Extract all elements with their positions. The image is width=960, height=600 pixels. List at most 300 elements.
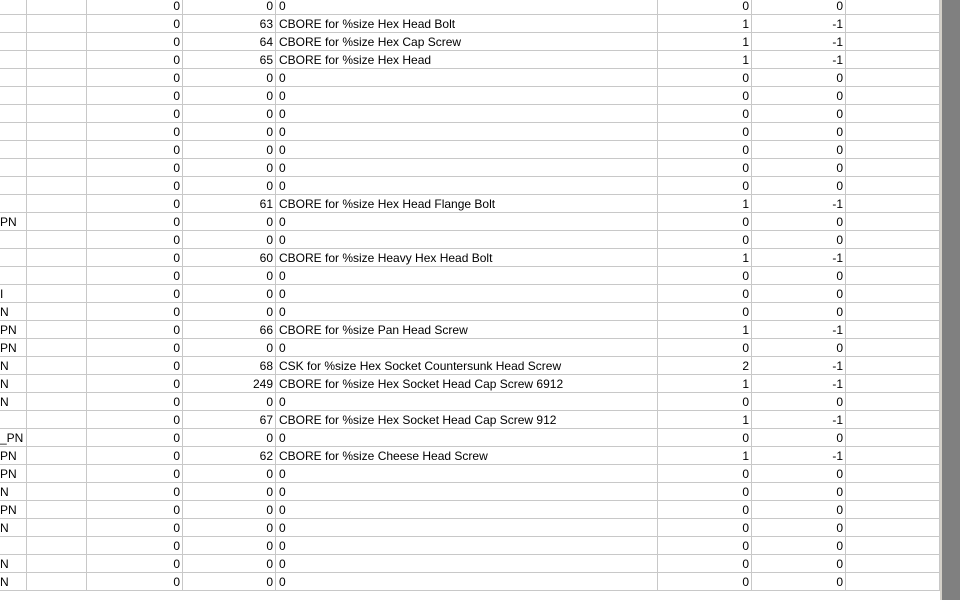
cell-col-h[interactable] bbox=[846, 0, 940, 15]
cell-col-a[interactable] bbox=[0, 555, 27, 573]
cell-col-h[interactable] bbox=[846, 141, 940, 159]
cell-value: 0 bbox=[836, 287, 843, 301]
cell-col-a[interactable] bbox=[0, 375, 27, 393]
cell-col-b[interactable] bbox=[27, 285, 87, 303]
cell-col-g[interactable] bbox=[752, 159, 846, 177]
cell-col-g[interactable] bbox=[752, 393, 846, 411]
cell-value: 60 bbox=[259, 251, 273, 265]
cell-col-h[interactable] bbox=[846, 213, 940, 231]
cell-col-g[interactable] bbox=[752, 69, 846, 87]
cell-col-b[interactable] bbox=[27, 573, 87, 591]
cell-col-d[interactable] bbox=[183, 249, 276, 267]
cell-col-c[interactable] bbox=[87, 483, 183, 501]
cell-col-c[interactable] bbox=[87, 141, 183, 159]
cell-col-b[interactable] bbox=[27, 411, 87, 429]
cell-col-b[interactable] bbox=[27, 123, 87, 141]
cell-col-d[interactable] bbox=[183, 429, 276, 447]
cell-col-h[interactable] bbox=[846, 285, 940, 303]
cell-col-f[interactable] bbox=[658, 465, 752, 483]
cell-col-e[interactable] bbox=[276, 0, 658, 15]
cell-col-h[interactable] bbox=[846, 555, 940, 573]
cell-col-d[interactable] bbox=[183, 159, 276, 177]
cell-col-b[interactable] bbox=[27, 357, 87, 375]
cell-col-d[interactable] bbox=[183, 141, 276, 159]
cell-col-b[interactable] bbox=[27, 69, 87, 87]
cell-col-g[interactable] bbox=[752, 573, 846, 591]
cell-col-e[interactable] bbox=[276, 447, 658, 465]
cell-col-a[interactable] bbox=[0, 393, 27, 411]
cell-col-e[interactable] bbox=[276, 519, 658, 537]
cell-col-c[interactable] bbox=[87, 285, 183, 303]
cell-col-a[interactable] bbox=[0, 465, 27, 483]
cell-value: 0 bbox=[279, 89, 286, 103]
cell-value: 66 bbox=[259, 323, 273, 337]
cell-col-a[interactable] bbox=[0, 483, 27, 501]
cell-value: 67 bbox=[259, 413, 273, 427]
cell-value: CSK for %size Hex Socket Countersunk Head Screw bbox=[279, 359, 562, 373]
cell-col-g[interactable] bbox=[752, 357, 846, 375]
cell-value: 0 bbox=[266, 341, 273, 355]
cell-col-b[interactable] bbox=[27, 231, 87, 249]
cell-col-g[interactable] bbox=[752, 15, 846, 33]
cell-col-h[interactable] bbox=[846, 321, 940, 339]
cell-col-a[interactable] bbox=[0, 231, 27, 249]
cell-col-c[interactable] bbox=[87, 321, 183, 339]
cell-value: 0 bbox=[836, 485, 843, 499]
cell-col-e[interactable] bbox=[276, 465, 658, 483]
cell-col-h[interactable] bbox=[846, 51, 940, 69]
cell-col-f[interactable] bbox=[658, 105, 752, 123]
cell-col-a[interactable] bbox=[0, 51, 27, 69]
cell-col-a[interactable] bbox=[0, 321, 27, 339]
cell-col-a[interactable] bbox=[0, 447, 27, 465]
cell-col-b[interactable] bbox=[27, 195, 87, 213]
cell-col-h[interactable] bbox=[846, 483, 940, 501]
cell-col-g[interactable] bbox=[752, 51, 846, 69]
cell-col-g[interactable] bbox=[752, 339, 846, 357]
cell-col-b[interactable] bbox=[27, 177, 87, 195]
cell-col-a[interactable] bbox=[0, 285, 27, 303]
cell-col-e[interactable] bbox=[276, 393, 658, 411]
cell-col-e[interactable] bbox=[276, 159, 658, 177]
cell-col-e[interactable] bbox=[276, 537, 658, 555]
cell-col-c[interactable] bbox=[87, 519, 183, 537]
cell-col-e[interactable] bbox=[276, 231, 658, 249]
cell-col-c[interactable] bbox=[87, 231, 183, 249]
cell-col-h[interactable] bbox=[846, 33, 940, 51]
cell-col-h[interactable] bbox=[846, 69, 940, 87]
cell-col-d[interactable] bbox=[183, 303, 276, 321]
cell-col-c[interactable] bbox=[87, 0, 183, 15]
cell-col-f[interactable] bbox=[658, 0, 752, 15]
cell-col-c[interactable] bbox=[87, 105, 183, 123]
cell-value: 0 bbox=[266, 575, 273, 589]
cell-col-a[interactable] bbox=[0, 501, 27, 519]
cell-col-a[interactable] bbox=[0, 573, 27, 591]
cell-col-f[interactable] bbox=[658, 141, 752, 159]
cell-col-c[interactable] bbox=[87, 249, 183, 267]
cell-col-c[interactable] bbox=[87, 357, 183, 375]
cell-col-a[interactable] bbox=[0, 0, 27, 15]
cell-value: 0 bbox=[266, 287, 273, 301]
cell-col-h[interactable] bbox=[846, 573, 940, 591]
cell-col-a[interactable] bbox=[0, 357, 27, 375]
cell-col-f[interactable] bbox=[658, 411, 752, 429]
cell-value: 0 bbox=[279, 71, 286, 85]
cell-col-b[interactable] bbox=[27, 159, 87, 177]
cell-col-b[interactable] bbox=[27, 321, 87, 339]
cell-col-g[interactable] bbox=[752, 177, 846, 195]
cell-col-b[interactable] bbox=[27, 537, 87, 555]
cell-value: 0 bbox=[836, 467, 843, 481]
window-background-strip bbox=[940, 0, 960, 600]
cell-col-f[interactable] bbox=[658, 267, 752, 285]
cell-col-e[interactable] bbox=[276, 375, 658, 393]
cell-col-c[interactable] bbox=[87, 339, 183, 357]
cell-value: 0 bbox=[279, 341, 286, 355]
cell-col-e[interactable] bbox=[276, 33, 658, 51]
cell-col-b[interactable] bbox=[27, 141, 87, 159]
cell-col-c[interactable] bbox=[87, 51, 183, 69]
cell-col-h[interactable] bbox=[846, 375, 940, 393]
cell-col-f[interactable] bbox=[658, 249, 752, 267]
cell-col-e[interactable] bbox=[276, 141, 658, 159]
cell-col-a[interactable] bbox=[0, 303, 27, 321]
cell-col-a[interactable] bbox=[0, 249, 27, 267]
cell-col-d[interactable] bbox=[183, 231, 276, 249]
cell-col-f[interactable] bbox=[658, 213, 752, 231]
cell-col-g[interactable] bbox=[752, 375, 846, 393]
cell-col-d[interactable] bbox=[183, 411, 276, 429]
cell-col-f[interactable] bbox=[658, 447, 752, 465]
cell-col-d[interactable] bbox=[183, 393, 276, 411]
cell-col-b[interactable] bbox=[27, 465, 87, 483]
cell-col-e[interactable] bbox=[276, 321, 658, 339]
cell-col-d[interactable] bbox=[183, 51, 276, 69]
cell-col-g[interactable] bbox=[752, 285, 846, 303]
cell-col-h[interactable] bbox=[846, 15, 940, 33]
cell-value: 0 bbox=[173, 575, 180, 589]
cell-col-b[interactable] bbox=[27, 375, 87, 393]
cell-col-a[interactable] bbox=[0, 411, 27, 429]
cell-col-f[interactable] bbox=[658, 321, 752, 339]
cell-col-e[interactable] bbox=[276, 411, 658, 429]
cell-col-c[interactable] bbox=[87, 177, 183, 195]
cell-col-a[interactable] bbox=[0, 159, 27, 177]
cell-col-f[interactable] bbox=[658, 123, 752, 141]
cell-col-f[interactable] bbox=[658, 159, 752, 177]
cell-col-h[interactable] bbox=[846, 177, 940, 195]
cell-col-a[interactable] bbox=[0, 15, 27, 33]
cell-col-b[interactable] bbox=[27, 105, 87, 123]
cell-col-c[interactable] bbox=[87, 33, 183, 51]
cell-col-b[interactable] bbox=[27, 0, 87, 15]
cell-col-d[interactable] bbox=[183, 285, 276, 303]
cell-col-c[interactable] bbox=[87, 465, 183, 483]
cell-col-g[interactable] bbox=[752, 0, 846, 15]
table-row bbox=[0, 69, 940, 87]
cell-col-e[interactable] bbox=[276, 357, 658, 375]
cell-value: PN bbox=[0, 323, 17, 337]
cell-col-b[interactable] bbox=[27, 51, 87, 69]
cell-col-a[interactable] bbox=[0, 195, 27, 213]
cell-col-c[interactable] bbox=[87, 15, 183, 33]
cell-col-d[interactable] bbox=[183, 501, 276, 519]
cell-col-g[interactable] bbox=[752, 429, 846, 447]
cell-col-e[interactable] bbox=[276, 285, 658, 303]
cell-col-f[interactable] bbox=[658, 357, 752, 375]
cell-col-h[interactable] bbox=[846, 267, 940, 285]
cell-col-c[interactable] bbox=[87, 375, 183, 393]
cell-col-e[interactable] bbox=[276, 213, 658, 231]
cell-col-f[interactable] bbox=[658, 195, 752, 213]
cell-col-c[interactable] bbox=[87, 573, 183, 591]
cell-col-e[interactable] bbox=[276, 105, 658, 123]
cell-col-h[interactable] bbox=[846, 159, 940, 177]
cell-col-b[interactable] bbox=[27, 519, 87, 537]
cell-col-c[interactable] bbox=[87, 501, 183, 519]
cell-col-e[interactable] bbox=[276, 303, 658, 321]
cell-col-h[interactable] bbox=[846, 447, 940, 465]
cell-col-e[interactable] bbox=[276, 573, 658, 591]
cell-col-g[interactable] bbox=[752, 87, 846, 105]
cell-col-c[interactable] bbox=[87, 555, 183, 573]
cell-value: 0 bbox=[279, 431, 286, 445]
cell-col-h[interactable] bbox=[846, 303, 940, 321]
cell-col-a[interactable] bbox=[0, 429, 27, 447]
cell-col-e[interactable] bbox=[276, 123, 658, 141]
cell-col-f[interactable] bbox=[658, 537, 752, 555]
cell-col-f[interactable] bbox=[658, 555, 752, 573]
cell-value: 1 bbox=[742, 377, 749, 391]
cell-col-h[interactable] bbox=[846, 195, 940, 213]
cell-col-b[interactable] bbox=[27, 15, 87, 33]
cell-value: 0 bbox=[173, 521, 180, 535]
cell-value: 0 bbox=[266, 233, 273, 247]
cell-col-h[interactable] bbox=[846, 249, 940, 267]
cell-col-d[interactable] bbox=[183, 519, 276, 537]
cell-value: CBORE for %size Hex Head bbox=[279, 53, 432, 67]
cell-col-a[interactable] bbox=[0, 339, 27, 357]
cell-value: 0 bbox=[266, 107, 273, 121]
cell-col-g[interactable] bbox=[752, 141, 846, 159]
cell-col-b[interactable] bbox=[27, 483, 87, 501]
cell-col-e[interactable] bbox=[276, 87, 658, 105]
cell-col-c[interactable] bbox=[87, 69, 183, 87]
cell-col-d[interactable] bbox=[183, 15, 276, 33]
table-row bbox=[0, 501, 940, 519]
cell-col-a[interactable] bbox=[0, 87, 27, 105]
cell-col-h[interactable] bbox=[846, 501, 940, 519]
cell-col-b[interactable] bbox=[27, 249, 87, 267]
cell-col-h[interactable] bbox=[846, 87, 940, 105]
cell-col-f[interactable] bbox=[658, 375, 752, 393]
cell-col-d[interactable] bbox=[183, 213, 276, 231]
cell-col-d[interactable] bbox=[183, 267, 276, 285]
cell-col-b[interactable] bbox=[27, 267, 87, 285]
cell-col-d[interactable] bbox=[183, 0, 276, 15]
cell-col-g[interactable] bbox=[752, 465, 846, 483]
cell-col-h[interactable] bbox=[846, 393, 940, 411]
cell-col-g[interactable] bbox=[752, 501, 846, 519]
cell-col-b[interactable] bbox=[27, 393, 87, 411]
cell-col-f[interactable] bbox=[658, 177, 752, 195]
cell-value: 62 bbox=[259, 449, 273, 463]
cell-col-e[interactable] bbox=[276, 15, 658, 33]
cell-col-g[interactable] bbox=[752, 411, 846, 429]
cell-col-e[interactable] bbox=[276, 267, 658, 285]
cell-col-e[interactable] bbox=[276, 177, 658, 195]
cell-col-c[interactable] bbox=[87, 429, 183, 447]
cell-col-a[interactable] bbox=[0, 105, 27, 123]
cell-col-f[interactable] bbox=[658, 51, 752, 69]
cell-col-d[interactable] bbox=[183, 357, 276, 375]
cell-value: 0 bbox=[173, 197, 180, 211]
cell-col-f[interactable] bbox=[658, 285, 752, 303]
cell-col-c[interactable] bbox=[87, 213, 183, 231]
cell-col-f[interactable] bbox=[658, 87, 752, 105]
cell-col-e[interactable] bbox=[276, 69, 658, 87]
cell-col-f[interactable] bbox=[658, 519, 752, 537]
cell-value: 0 bbox=[742, 467, 749, 481]
cell-col-b[interactable] bbox=[27, 501, 87, 519]
cell-col-f[interactable] bbox=[658, 231, 752, 249]
cell-col-a[interactable] bbox=[0, 177, 27, 195]
cell-col-h[interactable] bbox=[846, 465, 940, 483]
cell-col-f[interactable] bbox=[658, 33, 752, 51]
cell-col-f[interactable] bbox=[658, 339, 752, 357]
cell-col-a[interactable] bbox=[0, 69, 27, 87]
cell-col-h[interactable] bbox=[846, 411, 940, 429]
cell-col-b[interactable] bbox=[27, 339, 87, 357]
cell-col-b[interactable] bbox=[27, 555, 87, 573]
cell-col-g[interactable] bbox=[752, 231, 846, 249]
cell-col-g[interactable] bbox=[752, 249, 846, 267]
cell-col-g[interactable] bbox=[752, 303, 846, 321]
cell-col-d[interactable] bbox=[183, 195, 276, 213]
cell-value: -1 bbox=[832, 53, 843, 67]
cell-col-e[interactable] bbox=[276, 195, 658, 213]
cell-col-a[interactable] bbox=[0, 267, 27, 285]
cell-value: CBORE for %size Cheese Head Screw bbox=[279, 449, 488, 463]
cell-col-a[interactable] bbox=[0, 519, 27, 537]
table-row bbox=[0, 267, 940, 285]
cell-col-c[interactable] bbox=[87, 537, 183, 555]
cell-col-g[interactable] bbox=[752, 267, 846, 285]
cell-col-f[interactable] bbox=[658, 501, 752, 519]
cell-col-f[interactable] bbox=[658, 393, 752, 411]
cell-col-b[interactable] bbox=[27, 213, 87, 231]
cell-col-c[interactable] bbox=[87, 411, 183, 429]
cell-col-d[interactable] bbox=[183, 447, 276, 465]
cell-col-h[interactable] bbox=[846, 231, 940, 249]
cell-col-c[interactable] bbox=[87, 447, 183, 465]
cell-col-d[interactable] bbox=[183, 69, 276, 87]
cell-col-b[interactable] bbox=[27, 33, 87, 51]
cell-col-b[interactable] bbox=[27, 303, 87, 321]
cell-col-e[interactable] bbox=[276, 339, 658, 357]
cell-col-h[interactable] bbox=[846, 339, 940, 357]
cell-col-d[interactable] bbox=[183, 465, 276, 483]
cell-col-c[interactable] bbox=[87, 303, 183, 321]
cell-col-g[interactable] bbox=[752, 555, 846, 573]
cell-col-e[interactable] bbox=[276, 51, 658, 69]
cell-col-e[interactable] bbox=[276, 429, 658, 447]
cell-col-f[interactable] bbox=[658, 483, 752, 501]
cell-col-g[interactable] bbox=[752, 483, 846, 501]
cell-col-h[interactable] bbox=[846, 357, 940, 375]
cell-col-c[interactable] bbox=[87, 123, 183, 141]
cell-col-h[interactable] bbox=[846, 105, 940, 123]
cell-col-d[interactable] bbox=[183, 537, 276, 555]
cell-col-f[interactable] bbox=[658, 429, 752, 447]
cell-col-g[interactable] bbox=[752, 447, 846, 465]
cell-col-h[interactable] bbox=[846, 429, 940, 447]
cell-col-e[interactable] bbox=[276, 555, 658, 573]
cell-col-c[interactable] bbox=[87, 159, 183, 177]
cell-col-d[interactable] bbox=[183, 123, 276, 141]
cell-col-f[interactable] bbox=[658, 69, 752, 87]
cell-col-a[interactable] bbox=[0, 537, 27, 555]
cell-col-g[interactable] bbox=[752, 213, 846, 231]
cell-col-f[interactable] bbox=[658, 15, 752, 33]
cell-value: 0 bbox=[836, 71, 843, 85]
cell-col-d[interactable] bbox=[183, 573, 276, 591]
cell-col-d[interactable] bbox=[183, 339, 276, 357]
cell-col-g[interactable] bbox=[752, 195, 846, 213]
cell-col-d[interactable] bbox=[183, 87, 276, 105]
cell-col-c[interactable] bbox=[87, 267, 183, 285]
cell-col-d[interactable] bbox=[183, 33, 276, 51]
cell-col-a[interactable] bbox=[0, 123, 27, 141]
cell-col-g[interactable] bbox=[752, 33, 846, 51]
table-row bbox=[0, 555, 940, 573]
cell-col-c[interactable] bbox=[87, 393, 183, 411]
cell-col-c[interactable] bbox=[87, 195, 183, 213]
cell-col-f[interactable] bbox=[658, 303, 752, 321]
cell-col-d[interactable] bbox=[183, 555, 276, 573]
cell-col-e[interactable] bbox=[276, 483, 658, 501]
cell-value: 0 bbox=[742, 233, 749, 247]
cell-col-a[interactable] bbox=[0, 33, 27, 51]
cell-col-g[interactable] bbox=[752, 519, 846, 537]
cell-value: 1 bbox=[742, 449, 749, 463]
cell-col-b[interactable] bbox=[27, 447, 87, 465]
cell-value: -1 bbox=[832, 449, 843, 463]
cell-value: 0 bbox=[266, 305, 273, 319]
cell-col-c[interactable] bbox=[87, 87, 183, 105]
cell-col-d[interactable] bbox=[183, 483, 276, 501]
cell-col-h[interactable] bbox=[846, 519, 940, 537]
cell-col-g[interactable] bbox=[752, 537, 846, 555]
cell-col-d[interactable] bbox=[183, 105, 276, 123]
cell-col-g[interactable] bbox=[752, 105, 846, 123]
cell-col-d[interactable] bbox=[183, 321, 276, 339]
cell-col-a[interactable] bbox=[0, 213, 27, 231]
cell-col-a[interactable] bbox=[0, 141, 27, 159]
cell-col-e[interactable] bbox=[276, 501, 658, 519]
cell-col-h[interactable] bbox=[846, 537, 940, 555]
cell-col-f[interactable] bbox=[658, 573, 752, 591]
cell-col-b[interactable] bbox=[27, 87, 87, 105]
cell-col-g[interactable] bbox=[752, 123, 846, 141]
cell-col-d[interactable] bbox=[183, 375, 276, 393]
cell-col-h[interactable] bbox=[846, 123, 940, 141]
cell-col-d[interactable] bbox=[183, 177, 276, 195]
cell-col-g[interactable] bbox=[752, 321, 846, 339]
cell-col-e[interactable] bbox=[276, 249, 658, 267]
cell-col-b[interactable] bbox=[27, 429, 87, 447]
